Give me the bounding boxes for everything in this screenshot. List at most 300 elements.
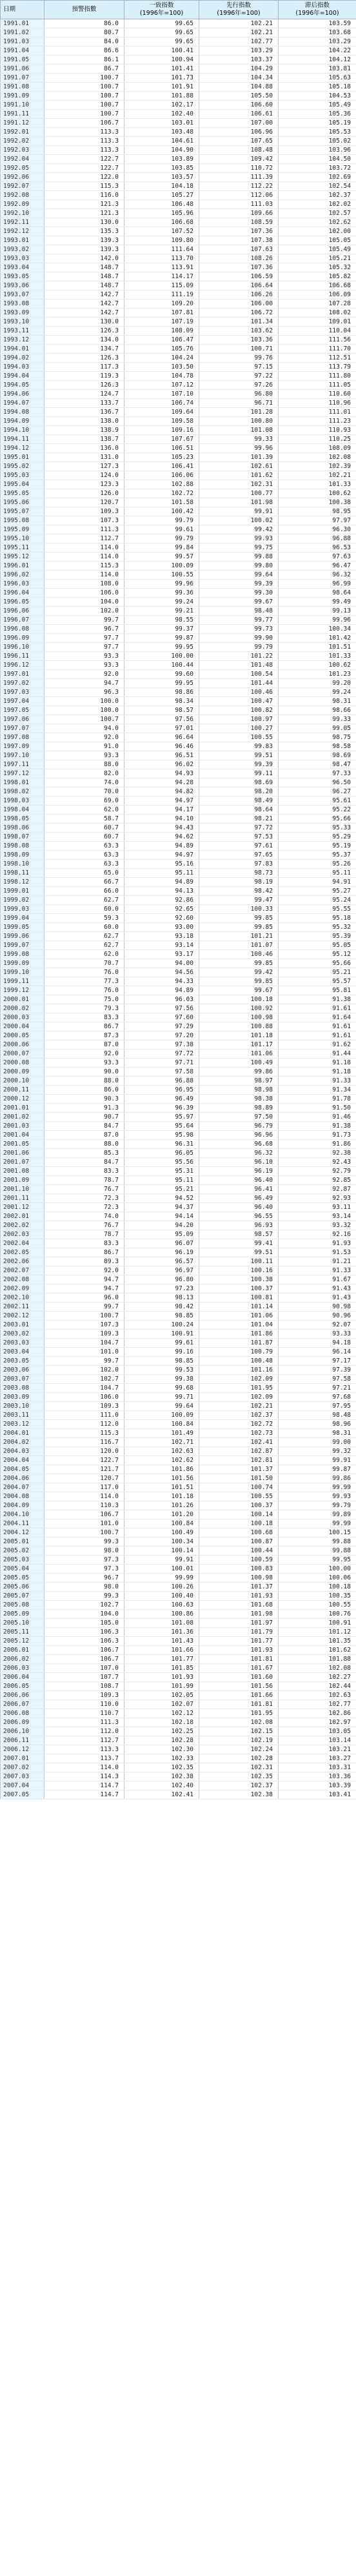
cell-lagging-index: 107.36 [199,263,279,272]
cell-date: 2005.06 [1,1583,44,1592]
table-row [1,1293,356,1303]
cell-coincident-index: 102.05 [124,1691,199,1700]
cell-composite-index: 102.08 [279,1664,356,1673]
cell-date: 1996.02 [1,571,44,580]
table-row [1,1330,356,1339]
cell-lagging-index: 102.21 [199,19,279,28]
cell-composite-index: 99.00 [279,1438,356,1447]
cell-lagging-index: 99.80 [199,562,279,571]
table-row [1,1537,356,1547]
cell-leading-index: 100.0 [44,697,124,706]
table-row [1,1691,356,1700]
cell-coincident-index: 98.42 [124,1303,199,1312]
cell-leading-index: 86.0 [44,1086,124,1095]
cell-leading-index: 136.0 [44,444,124,453]
cell-composite-index: 105.19 [279,119,356,128]
cell-date: 1991.04 [1,46,44,56]
cell-coincident-index: 100.91 [124,1330,199,1339]
cell-date: 2002.11 [1,1303,44,1312]
table-row [1,1655,356,1664]
cell-date: 1997.05 [1,706,44,715]
cell-coincident-index: 101.56 [124,1474,199,1483]
cell-composite-index: 96.99 [279,580,356,589]
table-row [1,336,356,345]
cell-composite-index: 102.62 [279,218,356,227]
table-row [1,272,356,281]
cell-composite-index: 91.53 [279,1248,356,1257]
cell-leading-index: 126.3 [44,381,124,390]
cell-leading-index: 92.0 [44,1050,124,1059]
cell-coincident-index: 102.88 [124,480,199,489]
cell-coincident-index: 99.65 [124,37,199,46]
cell-coincident-index: 99.79 [124,534,199,543]
cell-composite-index: 101.23 [279,670,356,679]
cell-leading-index: 70.7 [44,959,124,968]
cell-composite-index: 96.47 [279,562,356,571]
cell-composite-index: 111.05 [279,381,356,390]
cell-date: 2000.06 [1,1040,44,1050]
table-row [1,1718,356,1727]
cell-date: 1991.10 [1,101,44,110]
cell-coincident-index: 100.86 [124,1610,199,1619]
cell-lagging-index: 108.26 [199,254,279,263]
cell-composite-index: 99.89 [279,1510,356,1519]
cell-date: 1999.05 [1,923,44,932]
cell-coincident-index: 97.58 [124,1068,199,1077]
cell-date: 2003.01 [1,1321,44,1330]
cell-date: 1999.02 [1,896,44,905]
table-row [1,137,356,146]
cell-leading-index: 94.7 [44,679,124,688]
cell-composite-index: 99.86 [279,1474,356,1483]
cell-composite-index: 99.79 [279,1501,356,1510]
cell-lagging-index: 97.26 [199,381,279,390]
cell-leading-index: 87.3 [44,1031,124,1040]
cell-lagging-index: 100.33 [199,905,279,914]
cell-lagging-index: 100.68 [199,1528,279,1537]
cell-date: 1992.07 [1,182,44,191]
cell-coincident-index: 95.16 [124,860,199,869]
cell-composite-index: 91.33 [279,1077,356,1086]
cell-lagging-index: 96.40 [199,1176,279,1185]
cell-lagging-index: 103.29 [199,46,279,56]
cell-date: 2000.09 [1,1068,44,1077]
cell-composite-index: 97.95 [279,1402,356,1411]
cell-date: 2001.02 [1,1113,44,1122]
cell-composite-index: 95.37 [279,851,356,860]
cell-lagging-index: 100.46 [199,688,279,697]
cell-composite-index: 93.32 [279,1221,356,1230]
cell-composite-index: 104.53 [279,92,356,101]
table-row [1,706,356,715]
table-row [1,1194,356,1203]
cell-composite-index: 100.62 [279,661,356,670]
cell-composite-index: 110.60 [279,390,356,399]
cell-composite-index: 95.66 [279,815,356,824]
cell-leading-index: 126.3 [44,354,124,363]
table-row [1,1700,356,1709]
cell-leading-index: 101.0 [44,1348,124,1357]
cell-coincident-index: 98.55 [124,616,199,625]
cell-date: 1995.06 [1,498,44,507]
table-row [1,1167,356,1176]
cell-coincident-index: 97.56 [124,715,199,724]
cell-leading-index: 107.7 [44,1673,124,1682]
cell-date: 2004.06 [1,1474,44,1483]
cell-date: 1991.01 [1,19,44,28]
cell-coincident-index: 96.39 [124,1104,199,1113]
cell-date: 2003.02 [1,1330,44,1339]
cell-date: 2002.12 [1,1312,44,1321]
cell-date: 2003.07 [1,1375,44,1384]
cell-leading-index: 120.0 [44,1447,124,1456]
cell-leading-index: 130.0 [44,318,124,327]
cell-composite-index: 104.12 [279,56,356,65]
cell-composite-index: 103.27 [279,1754,356,1763]
table-row [1,553,356,562]
cell-leading-index: 62.0 [44,950,124,959]
cell-coincident-index: 94.13 [124,887,199,896]
cell-coincident-index: 96.49 [124,1095,199,1104]
cell-composite-index: 91.44 [279,1050,356,1059]
cell-lagging-index: 101.17 [199,1040,279,1050]
cell-date: 1994.05 [1,381,44,390]
cell-date: 2006.04 [1,1673,44,1682]
table-row [1,1583,356,1592]
cell-date: 1999.04 [1,914,44,923]
table-row [1,462,356,471]
cell-composite-index: 105.63 [279,74,356,83]
cell-composite-index: 100.15 [279,1528,356,1537]
cell-lagging-index: 102.15 [199,1727,279,1736]
cell-leading-index: 80.7 [44,28,124,37]
cell-leading-index: 62.0 [44,806,124,815]
cell-lagging-index: 98.38 [199,1095,279,1104]
cell-lagging-index: 101.66 [199,1691,279,1700]
cell-date: 1995.05 [1,489,44,498]
cell-date: 1991.03 [1,37,44,46]
cell-leading-index: 84.7 [44,1158,124,1167]
cell-lagging-index: 99.86 [199,1068,279,1077]
cell-leading-index: 114.0 [44,1492,124,1501]
cell-lagging-index: 99.51 [199,1248,279,1257]
cell-lagging-index: 100.81 [199,1293,279,1303]
table-row [1,480,356,489]
cell-lagging-index: 99.47 [199,896,279,905]
cell-lagging-index: 99.41 [199,1239,279,1248]
cell-lagging-index: 98.21 [199,815,279,824]
cell-date: 1998.10 [1,860,44,869]
cell-date: 1998.04 [1,806,44,815]
cell-lagging-index: 102.28 [199,1754,279,1763]
cell-date: 1995.01 [1,453,44,462]
cell-lagging-index: 96.93 [199,1221,279,1230]
cell-composite-index: 95.22 [279,806,356,815]
cell-composite-index: 99.13 [279,607,356,616]
cell-lagging-index: 102.31 [199,480,279,489]
cell-date: 2004.02 [1,1438,44,1447]
cell-lagging-index: 101.98 [199,498,279,507]
cell-coincident-index: 100.84 [124,1420,199,1429]
cell-leading-index: 99.7 [44,616,124,625]
cell-leading-index: 94.7 [44,1284,124,1293]
cell-leading-index: 138.7 [44,435,124,444]
header-leading-index: 預警指數 [44,1,124,19]
cell-lagging-index: 100.74 [199,1483,279,1492]
table-row [1,833,356,842]
cell-composite-index: 98.66 [279,706,356,715]
cell-coincident-index: 94.10 [124,815,199,824]
cell-lagging-index: 99.73 [199,625,279,634]
cell-composite-index: 96.30 [279,525,356,534]
table-row [1,643,356,652]
cell-leading-index: 76.0 [44,968,124,977]
cell-leading-index: 108.0 [44,580,124,589]
table-row [1,444,356,453]
cell-coincident-index: 104.61 [124,137,199,146]
cell-lagging-index: 100.48 [199,1357,279,1366]
cell-date: 2001.04 [1,1131,44,1140]
cell-date: 1992.01 [1,128,44,137]
cell-leading-index: 139.3 [44,245,124,254]
cell-coincident-index: 111.64 [124,245,199,254]
cell-composite-index: 103.72 [279,164,356,173]
cell-date: 2004.10 [1,1510,44,1519]
cell-coincident-index: 100.26 [124,1583,199,1592]
cell-lagging-index: 105.50 [199,92,279,101]
cell-coincident-index: 101.58 [124,498,199,507]
cell-lagging-index: 99.85 [199,977,279,986]
cell-date: 1998.11 [1,869,44,878]
table-row [1,778,356,787]
cell-lagging-index: 99.67 [199,986,279,995]
cell-lagging-index: 101.50 [199,1474,279,1483]
cell-leading-index: 63.3 [44,860,124,869]
table-row [1,435,356,444]
table-row [1,1158,356,1167]
cell-leading-index: 102.0 [44,1366,124,1375]
cell-date: 2003.06 [1,1366,44,1375]
cell-composite-index: 102.57 [279,209,356,218]
table-row [1,1212,356,1221]
cell-coincident-index: 94.56 [124,968,199,977]
cell-lagging-index: 104.29 [199,65,279,74]
cell-coincident-index: 99.60 [124,670,199,679]
cell-composite-index: 99.91 [279,1456,356,1465]
cell-date: 1994.12 [1,444,44,453]
cell-coincident-index: 99.37 [124,625,199,634]
cell-coincident-index: 103.85 [124,164,199,173]
cell-coincident-index: 95.21 [124,1185,199,1194]
table-row [1,571,356,580]
cell-leading-index: 117.3 [44,363,124,372]
cell-leading-index: 88.0 [44,1077,124,1086]
cell-date: 2005.07 [1,1592,44,1601]
cell-coincident-index: 104.90 [124,146,199,155]
cell-composite-index: 103.81 [279,65,356,74]
cell-composite-index: 103.41 [279,1790,356,1800]
cell-composite-index: 95.12 [279,950,356,959]
cell-composite-index: 97.33 [279,769,356,778]
cell-composite-index: 111.01 [279,408,356,417]
cell-lagging-index: 99.77 [199,616,279,625]
cell-leading-index: 86.6 [44,46,124,56]
cell-coincident-index: 101.08 [124,1619,199,1628]
cell-lagging-index: 97.61 [199,842,279,851]
cell-composite-index: 101.12 [279,1628,356,1637]
cell-date: 1997.11 [1,760,44,769]
table-row [1,1104,356,1113]
cell-coincident-index: 105.23 [124,453,199,462]
cell-date: 1994.04 [1,372,44,381]
cell-composite-index: 95.05 [279,941,356,950]
cell-date: 1992.11 [1,218,44,227]
cell-leading-index: 72.3 [44,1203,124,1212]
cell-date: 1995.02 [1,462,44,471]
table-row [1,390,356,399]
cell-leading-index: 83.3 [44,1167,124,1176]
table-row [1,950,356,959]
table-row [1,995,356,1004]
cell-lagging-index: 101.14 [199,1303,279,1312]
cell-date: 2002.02 [1,1221,44,1230]
table-row [1,787,356,796]
table-row [1,1113,356,1122]
cell-leading-index: 100.7 [44,92,124,101]
cell-coincident-index: 96.19 [124,1248,199,1257]
cell-leading-index: 92.0 [44,1266,124,1275]
cell-lagging-index: 101.93 [199,1646,279,1655]
cell-composite-index: 99.24 [279,688,356,697]
cell-leading-index: 99.7 [44,1357,124,1366]
cell-leading-index: 59.3 [44,914,124,923]
cell-coincident-index: 99.65 [124,19,199,28]
cell-composite-index: 95.39 [279,932,356,941]
table-row [1,1131,356,1140]
table-row [1,65,356,74]
cell-leading-index: 116.0 [44,191,124,200]
cell-composite-index: 101.42 [279,634,356,643]
cell-leading-index: 93.3 [44,1059,124,1068]
cell-composite-index: 91.18 [279,1068,356,1077]
cell-leading-index: 117.0 [44,1483,124,1492]
cell-lagging-index: 108.48 [199,146,279,155]
cell-date: 2000.11 [1,1086,44,1095]
cell-composite-index: 103.14 [279,1736,356,1745]
table-row [1,1528,356,1537]
cell-leading-index: 104.0 [44,598,124,607]
cell-composite-index: 90.98 [279,1303,356,1312]
cell-composite-index: 97.39 [279,1366,356,1375]
table-row [1,281,356,290]
table-row [1,1483,356,1492]
cell-composite-index: 99.20 [279,679,356,688]
cell-leading-index: 72.3 [44,1194,124,1203]
cell-coincident-index: 95.09 [124,1230,199,1239]
cell-composite-index: 106.09 [279,290,356,299]
cell-composite-index: 99.99 [279,1519,356,1528]
cell-composite-index: 99.88 [279,1547,356,1556]
cell-lagging-index: 97.53 [199,833,279,842]
cell-coincident-index: 100.55 [124,571,199,580]
cell-lagging-index: 101.21 [199,932,279,941]
cell-leading-index: 93.3 [44,661,124,670]
table-row [1,1610,356,1619]
table-row [1,1393,356,1402]
table-row [1,74,356,83]
cell-leading-index: 106.7 [44,1655,124,1664]
table-row [1,1501,356,1510]
cell-date: 1996.03 [1,580,44,589]
cell-coincident-index: 102.40 [124,1781,199,1790]
cell-leading-index: 113.3 [44,1745,124,1754]
table-row [1,688,356,697]
cell-coincident-index: 102.07 [124,1700,199,1709]
cell-leading-index: 101.0 [44,1519,124,1528]
cell-composite-index: 99.87 [279,1465,356,1474]
table-row [1,263,356,272]
cell-leading-index: 115.3 [44,1429,124,1438]
cell-date: 1995.12 [1,553,44,562]
table-row [1,1230,356,1239]
cell-lagging-index: 102.21 [199,1402,279,1411]
cell-leading-index: 98.0 [44,1583,124,1592]
cell-lagging-index: 99.76 [199,354,279,363]
header-date: 日期 [1,1,44,19]
cell-composite-index: 102.02 [279,200,356,209]
cell-coincident-index: 96.80 [124,1275,199,1284]
cell-lagging-index: 101.37 [199,1465,279,1474]
cell-date: 1991.12 [1,119,44,128]
cell-date: 1992.12 [1,227,44,236]
cell-leading-index: 99.3 [44,1537,124,1547]
cell-lagging-index: 99.85 [199,923,279,932]
cell-composite-index: 99.88 [279,1537,356,1547]
cell-composite-index: 102.21 [279,471,356,480]
cell-lagging-index: 101.67 [199,1664,279,1673]
cell-lagging-index: 100.98 [199,1574,279,1583]
cell-date: 2001.07 [1,1158,44,1167]
table-row [1,46,356,56]
cell-lagging-index: 112.06 [199,191,279,200]
cell-coincident-index: 95.98 [124,1131,199,1140]
cell-composite-index: 91.21 [279,1257,356,1266]
cell-date: 2005.04 [1,1565,44,1574]
cell-coincident-index: 102.30 [124,1745,199,1754]
table-row [1,1013,356,1022]
cell-composite-index: 91.93 [279,1239,356,1248]
cell-coincident-index: 102.38 [124,1772,199,1781]
cell-coincident-index: 102.18 [124,1718,199,1727]
cell-lagging-index: 97.65 [199,851,279,860]
cell-date: 2005.11 [1,1628,44,1637]
table-row [1,182,356,191]
cell-date: 1997.02 [1,679,44,688]
cell-lagging-index: 101.68 [199,1601,279,1610]
table-row [1,372,356,381]
cell-leading-index: 110.3 [44,1501,124,1510]
table-row [1,607,356,616]
cell-composite-index: 95.66 [279,959,356,968]
cell-date: 1995.04 [1,480,44,489]
cell-composite-index: 99.96 [279,616,356,625]
cell-lagging-index: 99.85 [199,959,279,968]
cell-leading-index: 109.3 [44,1330,124,1339]
cell-composite-index: 94.91 [279,878,356,887]
cell-leading-index: 142.7 [44,299,124,309]
table-row [1,164,356,173]
cell-lagging-index: 111.39 [199,173,279,182]
